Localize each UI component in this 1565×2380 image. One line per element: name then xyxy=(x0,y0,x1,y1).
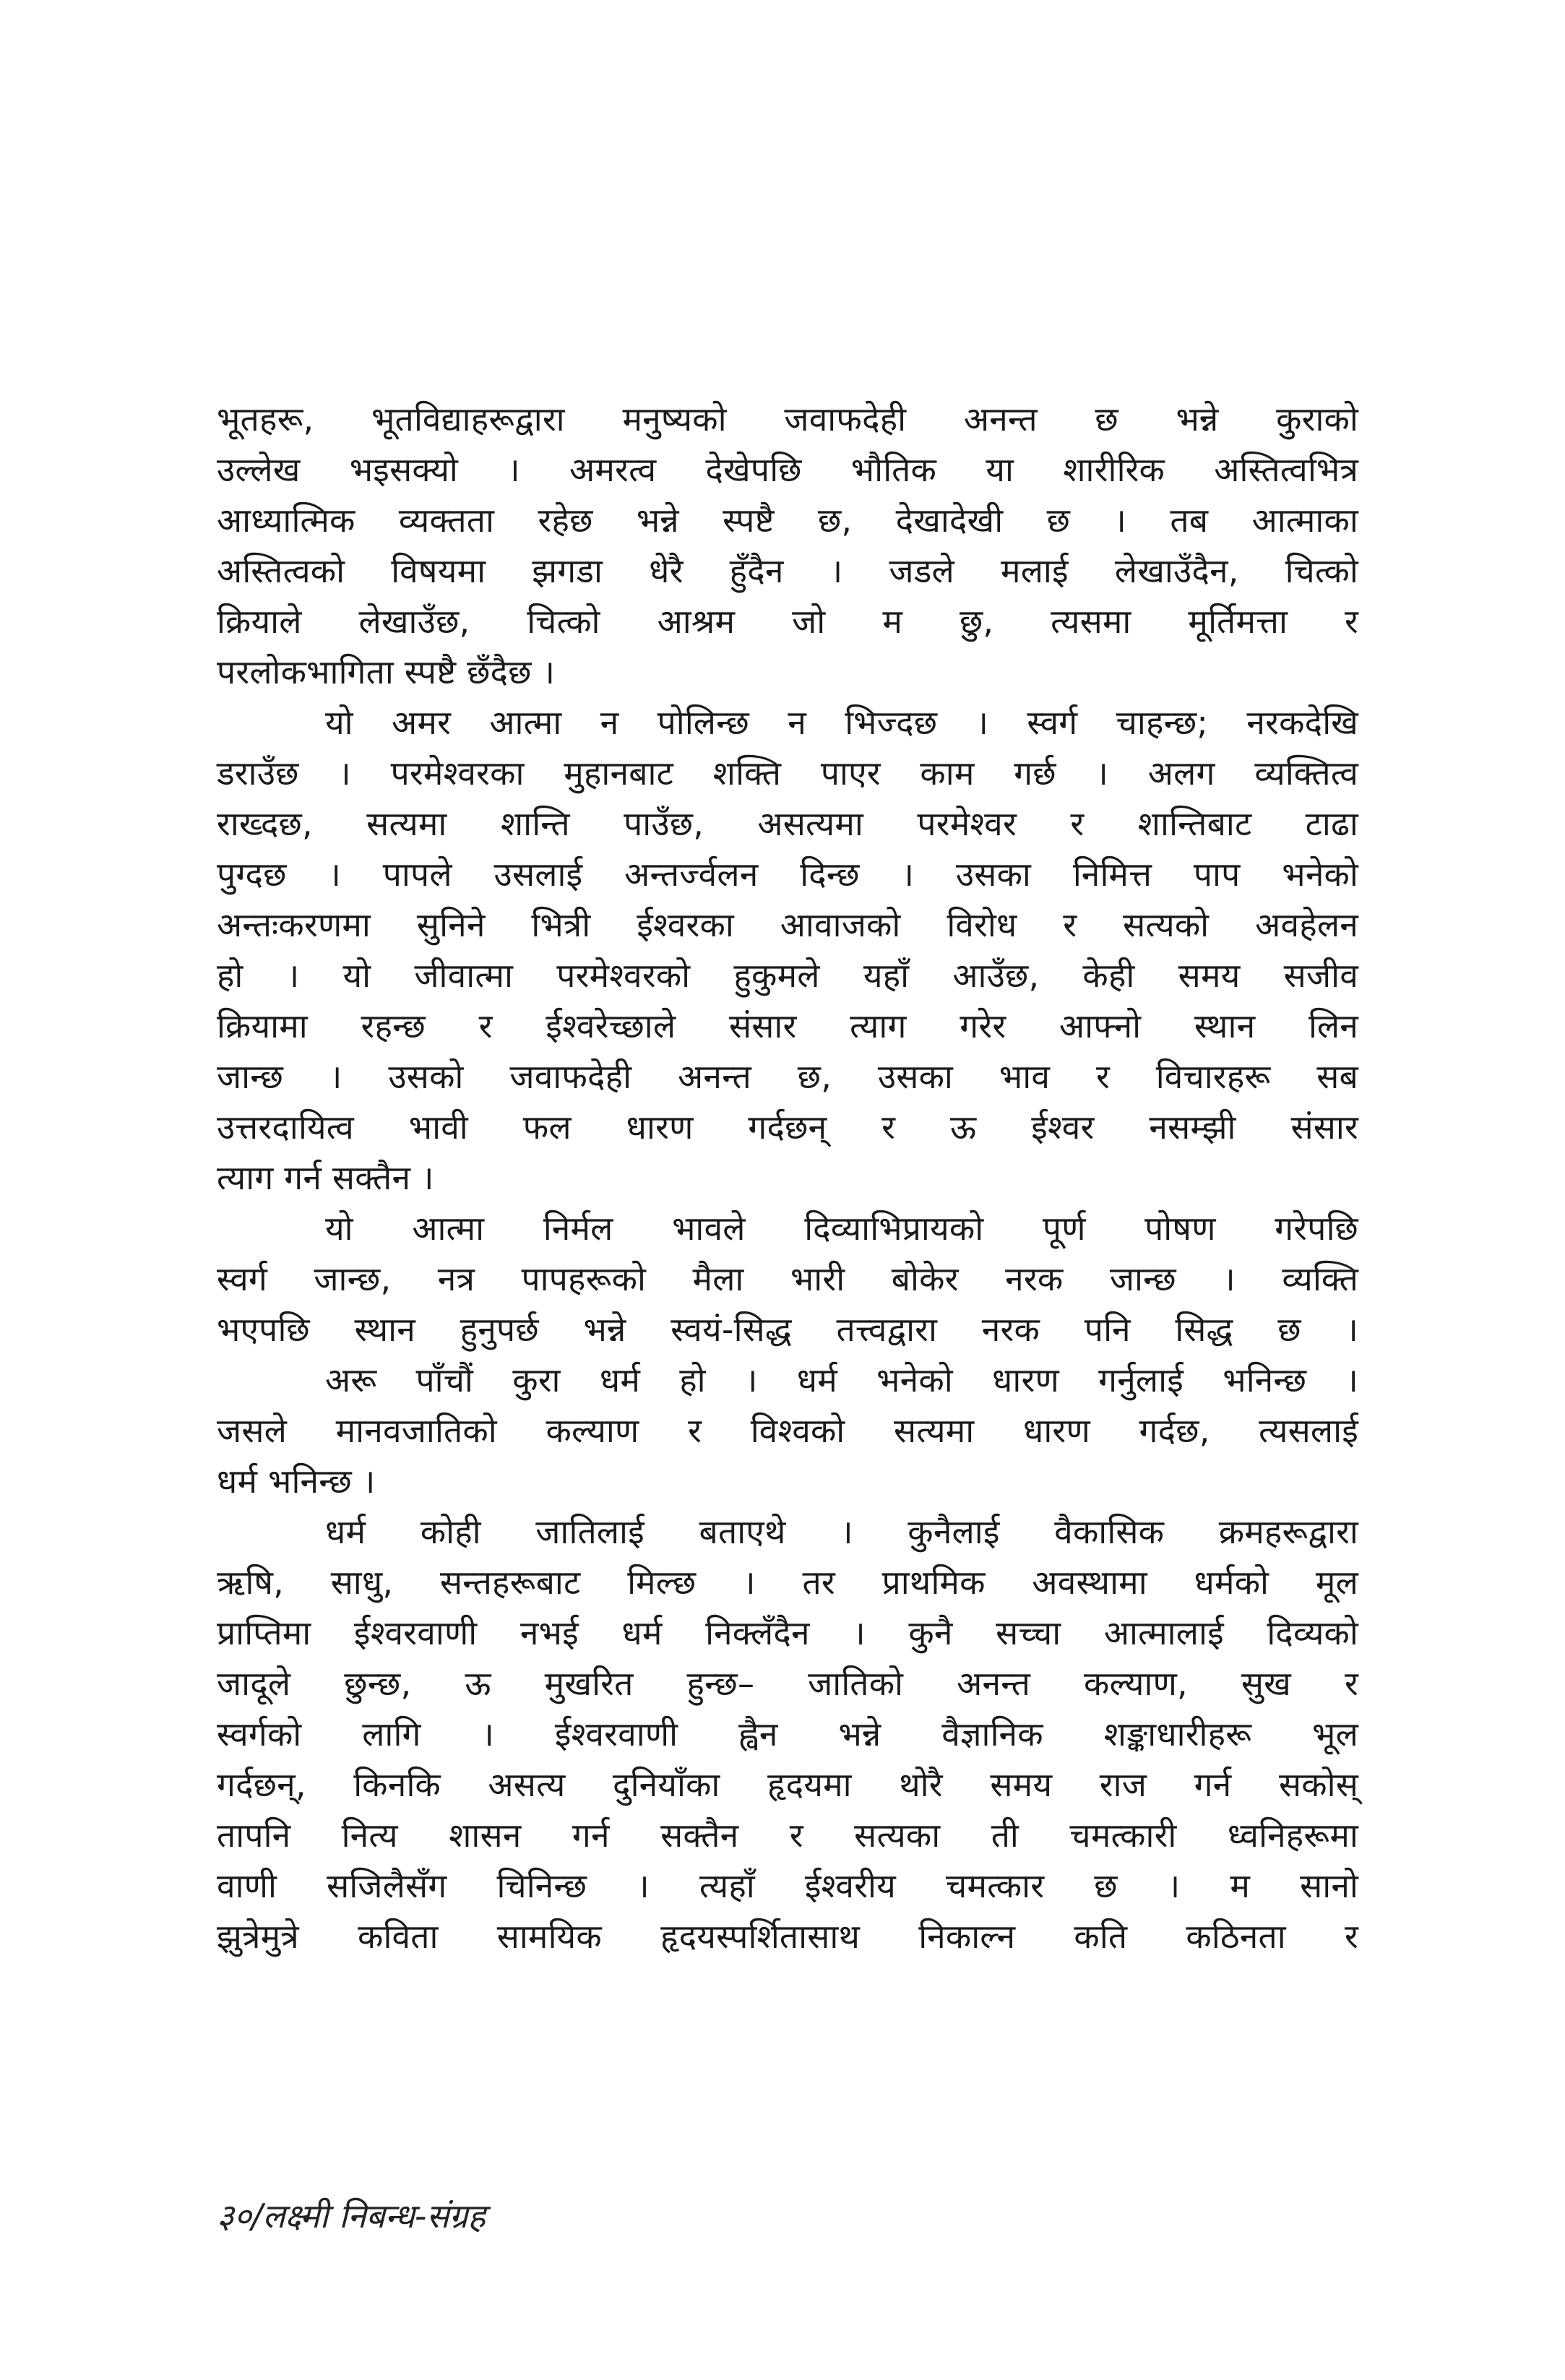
paragraph-first-line: यो आत्मा निर्मल भावले दिव्याभिप्रायको पूर्ण पोषण गरेपछि xyxy=(325,1209,1358,1248)
text-line: गर्दछन्, किनकि असत्य दुनियाँका हृदयमा थोरै समय राज गर्न सकोस् xyxy=(217,1765,1358,1804)
page-footer: ३०/लक्ष्मी निबन्ध-संग्रह xyxy=(217,2196,486,2235)
text-line: क्रियाले लेखाउँछ, चित्को आश्रम जो म छु, त्यसमा मूर्तिमत्ता र xyxy=(217,602,1358,641)
paragraph-first-line: अरू पाँचौं कुरा धर्म हो । धर्म भनेको धारण गर्नुलाई भनिन्छ । xyxy=(325,1361,1358,1400)
text-line: त्याग गर्न सक्तैन । xyxy=(217,1158,434,1197)
text-line: क्रियामा रहन्छ र ईश्वरेच्छाले संसार त्याग गरेर आफ्नो स्थान लिन xyxy=(217,1006,1358,1045)
text-line: झुत्रेमुत्रे कविता सामयिक हृदयस्पर्शितासाथ निकाल्न कति कठिनता र xyxy=(217,1917,1358,1956)
text-line: जसले मानवजातिको कल्याण र विश्वको सत्यमा धारण गर्दछ, त्यसलाई xyxy=(217,1411,1358,1450)
paragraph-first-line: धर्म कोही जातिलाई बताएथे । कुनैलाई वैकासिक क्रमहरूद्वारा xyxy=(325,1512,1358,1551)
text-line: ऋषि, साधु, सन्तहरूबाट मिल्छ । तर प्राथमिक अवस्थामा धर्मको मूल xyxy=(217,1563,1358,1602)
text-line: जान्छ । उसको जवाफदेही अनन्त छ, उसका भाव र विचारहरू सब xyxy=(217,1057,1358,1096)
text-line: जादूले छुन्छ, ऊ मुखरित हुन्छ– जातिको अनन्त कल्याण, सुख र xyxy=(217,1664,1358,1703)
text-line: परलोकभागिता स्पष्टै छँदैछ । xyxy=(217,652,556,691)
text-line: उल्लेख भइसक्यो । अमरत्व देखेपछि भौतिक या शारीरिक अस्तित्वभित्र xyxy=(217,450,1358,489)
text-line: प्राप्तिमा ईश्वरवाणी नभई धर्म निक्लँदैन । कुनै सच्चा आत्मालाई दिव्यको xyxy=(217,1613,1358,1652)
text-line: हो । यो जीवात्मा परमेश्वरको हुकुमले यहाँ आउँछ, केही समय सजीव xyxy=(217,956,1358,995)
essay-body xyxy=(217,394,1358,1962)
text-line: धर्म भनिन्छ । xyxy=(217,1462,376,1501)
text-line: वाणी सजिलैसँग चिनिन्छ । त्यहाँ ईश्वरीय चमत्कार छ । म सानो xyxy=(217,1866,1358,1905)
paragraph-first-line: यो अमर आत्मा न पोलिन्छ न भिज्दछ । स्वर्ग चाहन्छ; नरकदेखि xyxy=(325,703,1358,742)
text-line: आध्यात्मिक व्यक्तता रहेछ भन्ने स्पष्टै छ, देखादेखी छ । तब आत्माका xyxy=(217,501,1358,540)
text-line: राख्दछ, सत्यमा शान्ति पाउँछ, असत्यमा परमेश्वर र शान्तिबाट टाढा xyxy=(217,804,1358,843)
text-line: भूतहरू, भूतविद्याहरूद्वारा मनुष्यको जवाफदेही अनन्त छ भन्ने कुराको xyxy=(217,400,1358,439)
text-line: उत्तरदायित्व भावी फल धारण गर्दछन् र ऊ ईश्वर नसम्झी संसार xyxy=(217,1108,1358,1147)
text-line: अस्तित्वको विषयमा झगडा धेरै हुँदैन । जडले मलाई लेखाउँदैन, चित्को xyxy=(217,551,1358,590)
text-line: स्वर्ग जान्छ, नत्र पापहरूको मैला भारी बोकेर नरक जान्छ । व्यक्ति xyxy=(217,1259,1358,1298)
text-line: तापनि नित्य शासन गर्न सक्तैन र सत्यका ती चमत्कारी ध्वनिहरूमा xyxy=(217,1816,1358,1855)
text-line: स्वर्गको लागि । ईश्वरवाणी ह्वैन भन्ने वैज्ञानिक शङ्काधारीहरू भूल xyxy=(217,1715,1358,1754)
text-line: डराउँछ । परमेश्वरका मुहानबाट शक्ति पाएर काम गर्छ । अलग व्यक्तित्व xyxy=(217,754,1358,793)
text-line: भएपछि स्थान हुनुपर्छ भन्ने स्वयं-सिद्ध तत्त्वद्वारा नरक पनि सिद्ध छ । xyxy=(217,1310,1358,1349)
text-line: अन्तःकरणमा सुनिने भित्री ईश्वरका आवाजको विरोध र सत्यको अवहेलन xyxy=(217,905,1358,944)
text-line: पुग्दछ । पापले उसलाई अन्तर्ज्वलन दिन्छ । उसका निमित्त पाप भनेको xyxy=(217,855,1358,894)
